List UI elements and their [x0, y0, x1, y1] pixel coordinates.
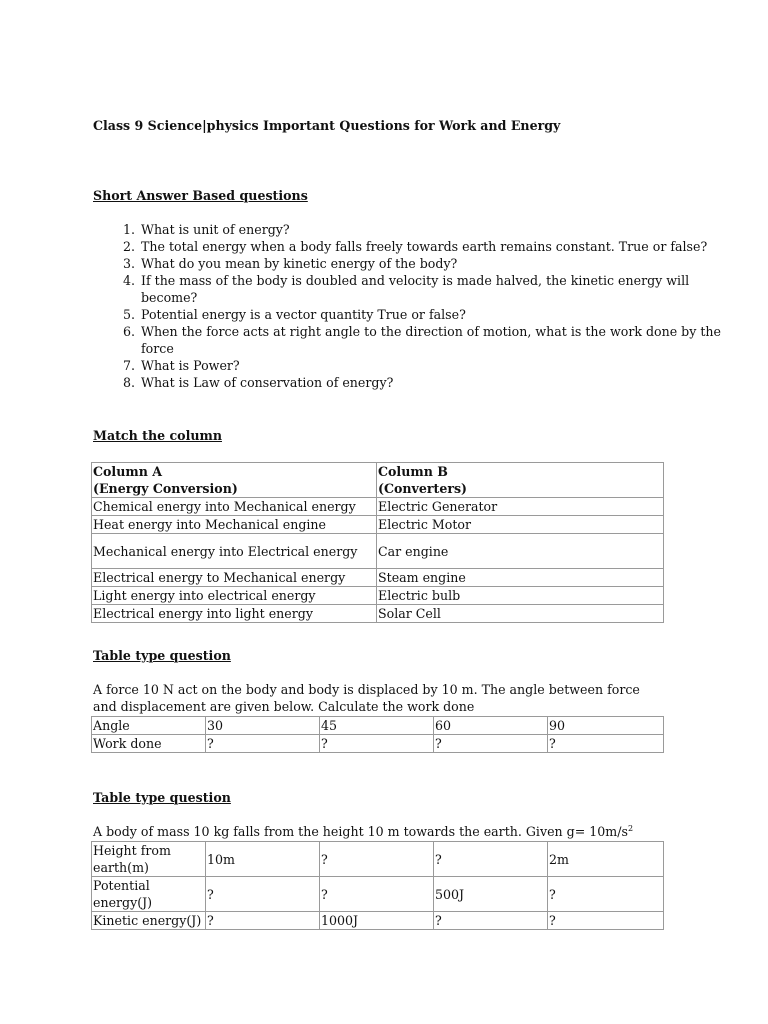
list-item: 2. The total energy when a body falls freely towards earth remains constant. True or false?: [139, 238, 729, 255]
energy-table: [91, 841, 664, 930]
table-cell: ?: [548, 877, 664, 912]
table-row: [92, 516, 664, 534]
table-cell: Mechanical energy into Electrical energy: [92, 534, 377, 569]
list-item: 6. When the force acts at right angle to the direction of motion, what is the work done by the force: [139, 323, 729, 357]
list-item: 5. Potential energy is a vector quantity True or false?: [139, 306, 729, 323]
table-cell: ?: [548, 912, 664, 930]
table-row: [92, 569, 664, 587]
table-cell: ?: [434, 912, 548, 930]
table-row: [92, 912, 664, 930]
list-item: 8. What is Law of conservation of energy?: [139, 374, 729, 391]
table-cell: Electric bulb: [377, 587, 664, 605]
table-row: [92, 587, 664, 605]
table-cell: Electrical energy into light energy: [92, 605, 377, 623]
table-cell: Chemical energy into Mechanical energy: [92, 498, 377, 516]
table-row: [92, 534, 664, 569]
table-header-cell: Column B (Converters): [377, 463, 664, 498]
table-cell: Height from earth(m): [92, 842, 206, 877]
table-cell: ?: [320, 877, 434, 912]
table-cell: ?: [206, 735, 320, 753]
table-row: [92, 717, 664, 735]
table-cell: ?: [434, 735, 548, 753]
table-cell: Heat energy into Mechanical engine: [92, 516, 377, 534]
table-header-cell: Column A (Energy Conversion): [92, 463, 377, 498]
table-cell: Kinetic energy(J): [92, 912, 206, 930]
table-row: [92, 605, 664, 623]
table-cell: 10m: [206, 842, 320, 877]
short-answer-heading: Short Answer Based questions: [93, 188, 308, 203]
list-item: 4. If the mass of the body is doubled and velocity is made halved, the kinetic energy will become?: [139, 272, 729, 306]
table-cell: ?: [206, 877, 320, 912]
table-cell: Steam engine: [377, 569, 664, 587]
table-cell: Electrical energy to Mechanical energy: [92, 569, 377, 587]
list-item: 1. What is unit of energy?: [139, 221, 729, 238]
table-cell: Electric Generator: [377, 498, 664, 516]
table-cell: 60: [434, 717, 548, 735]
table-cell: 2m: [548, 842, 664, 877]
table-cell: 45: [320, 717, 434, 735]
table-cell: Solar Cell: [377, 605, 664, 623]
list-item: 7. What is Power?: [139, 357, 729, 374]
table-cell: 1000J: [320, 912, 434, 930]
table-cell: ?: [434, 842, 548, 877]
question-list: [93, 221, 729, 391]
table-cell: 500J: [434, 877, 548, 912]
table-question-heading: Table type question: [93, 648, 231, 663]
match-table: [91, 462, 664, 623]
page-title: Class 9 Science|physics Important Questions for Work and Energy: [93, 118, 561, 133]
table-question-heading-2: Table type question: [93, 790, 231, 805]
match-heading: Match the column: [93, 428, 222, 443]
question-text-2: A body of mass 10 kg falls from the height 10 m towards the earth. Given $g= 10m/s^2$: [93, 823, 634, 839]
table-cell: Car engine: [377, 534, 664, 569]
table-cell: Potential energy(J): [92, 877, 206, 912]
table-cell: ?: [548, 735, 664, 753]
table-cell: ?: [320, 842, 434, 877]
work-table: [91, 716, 664, 753]
table-row: [92, 842, 664, 877]
superscript: 2: [627, 823, 634, 833]
table-row: [92, 735, 664, 753]
table-cell: 90: [548, 717, 664, 735]
table-cell: ?: [206, 912, 320, 930]
table-row: [92, 498, 664, 516]
table-row: [92, 877, 664, 912]
table-cell: 30: [206, 717, 320, 735]
table-cell: Work done: [92, 735, 206, 753]
question-text: A force 10 N act on the body and body is displaced by 10 m. The angle between force and displacement are given below. Calculate the work done: [93, 682, 640, 714]
table-header-row: [92, 463, 664, 498]
table-cell: ?: [320, 735, 434, 753]
table-cell: Angle: [92, 717, 206, 735]
table-cell: Electric Motor: [377, 516, 664, 534]
list-item: 3. What do you mean by kinetic energy of the body?: [139, 255, 729, 272]
table-cell: Light energy into electrical energy: [92, 587, 377, 605]
